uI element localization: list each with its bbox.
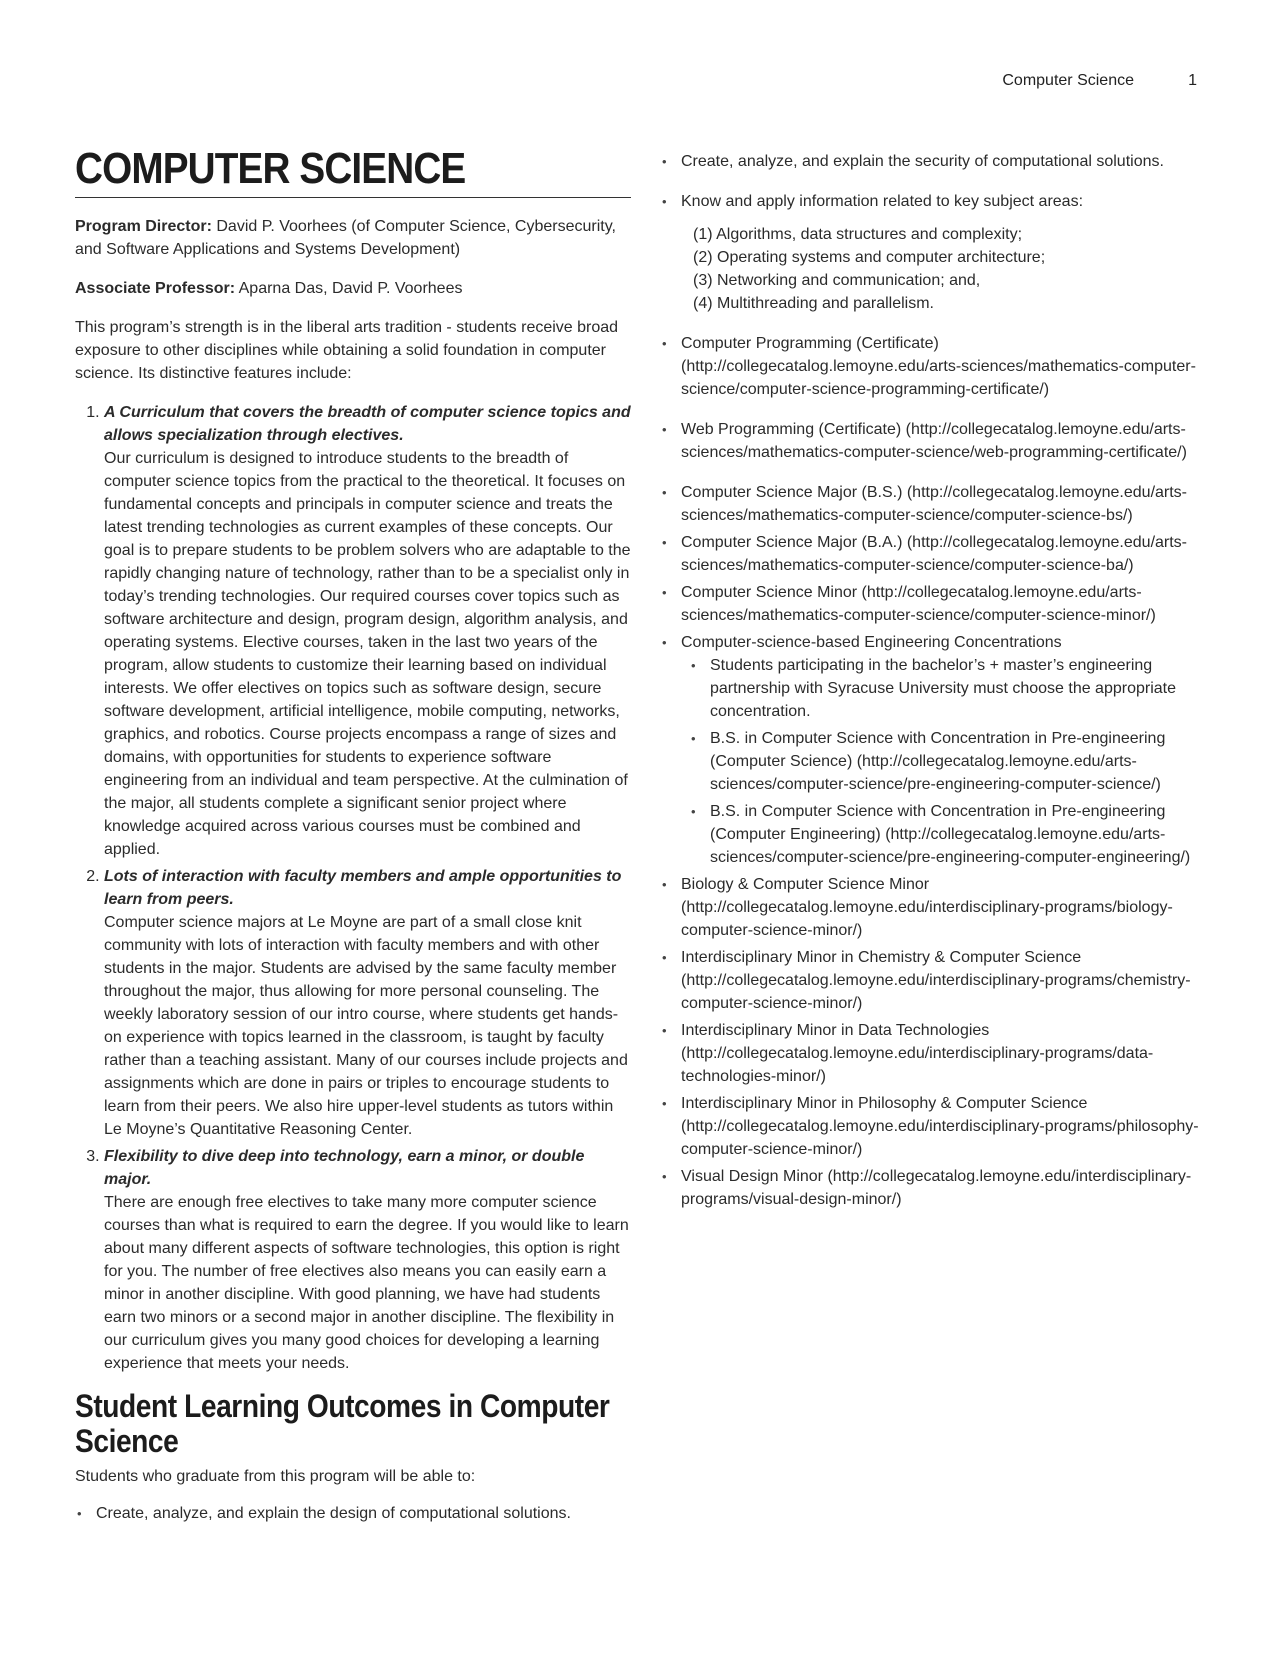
program-list <box>660 481 1220 1211</box>
running-header <box>0 72 1280 94</box>
program-link[interactable]: • Computer Science Major (B.S.) (http://collegecatalog.lemoyne.edu/arts-sciences/mathematics-computer-science/computer-science-bs/) <box>660 481 1220 527</box>
page-number: 1 <box>1188 72 1197 89</box>
left-column <box>75 145 631 1542</box>
program-director <box>75 215 631 261</box>
outcomes-list-right <box>660 150 1220 213</box>
feature-heading: 2. Lots of interaction with faculty members and ample opportunities to learn from peers. <box>104 868 622 908</box>
subject-area: (2) Operating systems and computer architecture; <box>693 249 1046 266</box>
program-link[interactable]: • Computer Science Minor (http://collegecatalog.lemoyne.edu/arts-sciences/mathematics-computer-science/computer-science-minor/) <box>660 581 1220 627</box>
feature-item <box>104 401 631 861</box>
outcome-item: • Create, analyze, and explain the design of computational solutions. <box>75 1502 631 1525</box>
concentrations-label: Computer-science-based Engineering Concentrations <box>681 634 1062 651</box>
outcome-item: • Create, analyze, and explain the security of computational solutions. <box>660 150 1220 173</box>
program-link[interactable]: • B.S. in Computer Science with Concentration in Pre-engineering (Computer Engineering) (http://collegecatalog.lemoyne.edu/arts-sciences/computer-science/pre-engineering-computer-engineering/) <box>681 800 1220 869</box>
running-header-title: Computer Science <box>1002 72 1134 89</box>
outcome-item: • Know and apply information related to key subject areas: <box>660 190 1220 213</box>
associate-professor-label: Associate Professor: <box>75 280 236 297</box>
program-director-label: Program Director: <box>75 218 212 235</box>
subject-area: (3) Networking and communication; and, <box>693 272 981 289</box>
concentrations-item <box>660 631 1220 869</box>
program-link[interactable]: • Interdisciplinary Minor in Philosophy & Computer Science (http://collegecatalog.lemoyne.edu/interdisciplinary-programs/philosophy-computer-science-minor/) <box>660 1092 1220 1161</box>
program-link[interactable]: • Biology & Computer Science Minor (http://collegecatalog.lemoyne.edu/interdisciplinary-programs/biology-computer-science-minor/) <box>660 873 1220 942</box>
program-link[interactable]: • Computer Science Major (B.A.) (http://collegecatalog.lemoyne.edu/arts-sciences/mathematics-computer-science/computer-science-ba/) <box>660 531 1220 577</box>
right-column <box>660 150 1220 1215</box>
feature-body: There are enough free electives to take many more computer science courses than what is required to earn the degree. If you would like to learn about many different aspects of software technologies, this option is right for you. The number of free electives also means you can easily earn a minor in another discipline. With good planning, we have had students earn two minors or a second major in another discipline. The flexibility in our curriculum gives you many good choices for developing a learning experience that meets your needs. <box>104 1194 629 1372</box>
feature-item <box>104 1145 631 1375</box>
associate-professor-value: Aparna Das, David P. Voorhees <box>238 280 463 297</box>
certificate-list <box>660 332 1220 464</box>
subject-areas <box>660 223 1220 315</box>
concentration-note: • Students participating in the bachelor’s + master’s engineering partnership with Syracuse University must choose the appropriate concentration. <box>681 654 1220 723</box>
program-link[interactable]: • Computer Programming (Certificate) (http://collegecatalog.lemoyne.edu/arts-sciences/mathematics-computer-science/computer-science-programming-certificate/) <box>660 332 1220 401</box>
program-link[interactable]: • Visual Design Minor (http://collegecatalog.lemoyne.edu/interdisciplinary-programs/visual-design-minor/) <box>660 1165 1220 1211</box>
subject-area: (4) Multithreading and parallelism. <box>693 295 934 312</box>
feature-heading: 3. Flexibility to dive deep into technology, earn a minor, or double major. <box>104 1148 585 1188</box>
feature-item <box>104 865 631 1141</box>
intro-paragraph: This program’s strength is in the liberal arts tradition - students receive broad exposure to other disciplines while obtaining a solid foundation in computer science. Its distinctive features include: <box>75 319 619 382</box>
program-director-value: David P. Voorhees (of Computer Science, Cybersecurity, and Software Applications and Systems Development) <box>75 218 616 258</box>
program-link[interactable]: • Interdisciplinary Minor in Chemistry & Computer Science (http://collegecatalog.lemoyne.edu/interdisciplinary-programs/chemistry-computer-science-minor/) <box>660 946 1220 1015</box>
feature-body: Our curriculum is designed to introduce students to the breadth of computer science topics from the practical to the theoretical. It focuses on fundamental concepts and principals in computer science and treats the latest trending technologies as current examples of these concepts. Our goal is to prepare students to be problem solvers who are adaptable to the rapidly changing nature of technology, rather than to be a specialist only in today’s trending technologies. Our required courses cover topics such as software architecture and design, program design, algorithm analysis, and operating systems. Elective courses, taken in the last two years of the program, allow students to customize their learning based on individual interests. We offer electives on topics such as software design, secure software development, artificial intelligence, mobile computing, networks, graphics, and robotics. Course projects encompass a range of sizes and domains, with opportunities for students to experience software engineering from an individual and team perspective. At the culmination of the major, all students complete a significant senior project where knowledge acquired across various courses must be combined and applied. <box>104 450 631 858</box>
program-link[interactable]: • B.S. in Computer Science with Concentration in Pre-engineering (Computer Science) (http://collegecatalog.lemoyne.edu/arts-sciences/computer-science/pre-engineering-computer-science/) <box>681 727 1220 796</box>
feature-heading: 1. A Curriculum that covers the breadth of computer science topics and allows specialization through electives. <box>104 404 631 444</box>
outcomes-intro: Students who graduate from this program will be able to: <box>75 1468 476 1485</box>
program-link[interactable]: • Interdisciplinary Minor in Data Technologies (http://collegecatalog.lemoyne.edu/interdisciplinary-programs/data-technologies-minor/) <box>660 1019 1220 1088</box>
subject-area: (1) Algorithms, data structures and complexity; <box>693 226 1023 243</box>
outcomes-list-left <box>75 1502 631 1525</box>
outcomes-heading: Student Learning Outcomes in Computer Science <box>75 1388 610 1459</box>
program-link[interactable]: • Web Programming (Certificate) (http://collegecatalog.lemoyne.edu/arts-sciences/mathematics-computer-science/web-programming-certificate/) <box>660 418 1220 464</box>
associate-professor <box>75 277 631 300</box>
page-title: COMPUTER SCIENCE <box>75 144 466 193</box>
title-rule <box>75 197 631 198</box>
features-list <box>75 401 631 1375</box>
concentrations-list <box>681 654 1220 869</box>
feature-body: Computer science majors at Le Moyne are part of a small close knit community with lots of interaction with faculty members and with other students in the major. Students are advised by the same faculty member throughout the major, thus allowing for more personal counseling. The weekly laboratory session of our intro course, where students get hands-on experience with topics learned in the classroom, is taught by faculty rather than a teaching assistant. Many of our courses include projects and assignments which are done in pairs or triples to encourage students to learn from their peers. We also hire upper-level students as tutors within Le Moyne’s Quantitative Reasoning Center. <box>104 914 628 1138</box>
